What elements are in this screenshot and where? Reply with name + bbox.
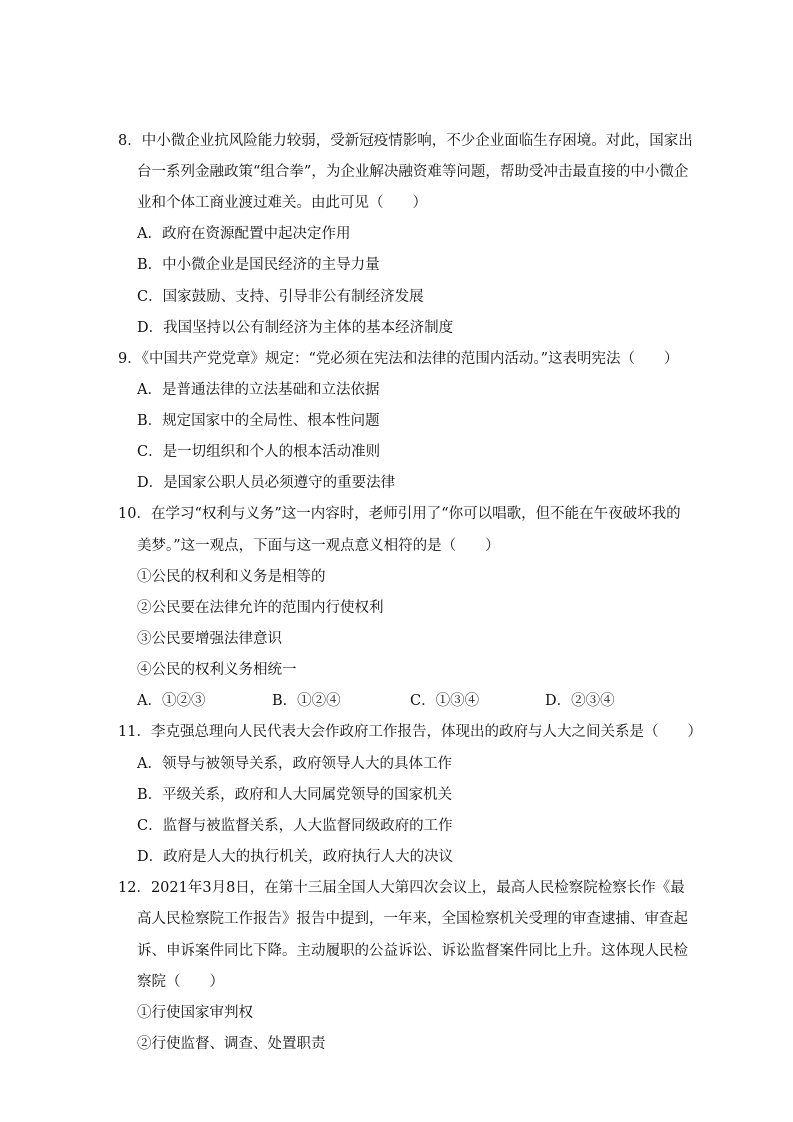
question-10-line-2: 美梦。”这一观点，下面与这一观点意义相符的是（ ） [137,538,500,554]
question-9-option-d: D．是国家公职人员必须遵守的重要法律 [137,475,396,491]
question-10-choice-b: B．①②④ [272,693,341,709]
question-10-statement-3: ③公民要增强法律意识 [137,631,282,647]
question-11-option-d: D．政府是人大的执行机关，政府执行人大的决议 [137,849,454,865]
question-8-option-c: C．国家鼓励、支持、引导非公有制经济发展 [137,289,424,305]
question-12-statement-1: ①行使国家审判权 [137,1005,253,1021]
question-10-statement-2: ②公民要在法律允许的范围内行使权利 [137,600,384,616]
question-10-choice-c: C．①③④ [410,693,480,709]
question-10-choice-d: D．②③④ [545,693,615,709]
question-8-option-d: D．我国坚持以公有制经济为主体的基本经济制度 [137,320,454,336]
question-8-line-1: 8．中小微企业抗风险能力较弱，受新冠疫情影响，不少企业面临生存困境。对此，国家出 [118,133,693,149]
question-9-option-a: A．是普通法律的立法基础和立法依据 [137,382,380,398]
question-12-statement-2: ②行使监督、调查、处置职责 [137,1036,326,1052]
question-12-line-1: 12．2021年3月8日，在第十三届全国人大第四次会议上，最高人民检察院检察长作《最 [118,880,685,896]
question-9-option-c: C．是一切组织和个人的根本活动准则 [137,444,381,460]
question-9-line-1: 9．《中国共产党党章》规定：“党必须在宪法和法律的范围内活动。”这表明宪法（ ） [118,351,679,367]
question-8-option-a: A．政府在资源配置中起决定作用 [137,226,351,242]
question-11-option-c: C．监督与被监督关系，人大监督同级政府的工作 [137,818,453,834]
question-8-line-3: 业和个体工商业渡过难关。由此可见（ ） [137,195,427,211]
question-11-option-b: B．平级关系，政府和人大同属党领导的国家机关 [137,787,453,803]
question-9-option-b: B．规定国家中的全局性、根本性问题 [137,413,380,429]
question-10-choice-a: A．①②③ [137,693,206,709]
question-12-line-3: 诉、申诉案件同比下降。主动履职的公益诉讼、诉讼监督案件同比上升。这体现人民检 [137,943,688,959]
question-12-line-2: 高人民检察院工作报告》报告中提到，一年来，全国检察机关受理的审查逮捕、审查起 [137,911,688,927]
question-12-line-4: 察院（ ） [137,974,224,990]
question-8-option-b: B．中小微企业是国民经济的主导力量 [137,257,380,273]
question-8-line-2: 台一系列金融政策“组合拳”，为企业解决融资难等问题，帮助受冲击最直接的中小微企 [137,164,689,180]
question-10-statement-4: ④公民的权利义务相统一 [137,662,297,678]
question-11-line-1: 11．李克强总理向人民代表大会作政府工作报告，体现出的政府与人大之间关系是（ ） [118,724,702,740]
question-11-option-a: A．领导与被领导关系，政府领导人大的具体工作 [137,756,452,772]
question-10-line-1: 10．在学习“权利与义务”这一内容时，老师引用了“你可以唱歌，但不能在午夜破坏我的 [118,506,681,522]
question-10-statement-1: ①公民的权利和义务是相等的 [137,569,326,585]
